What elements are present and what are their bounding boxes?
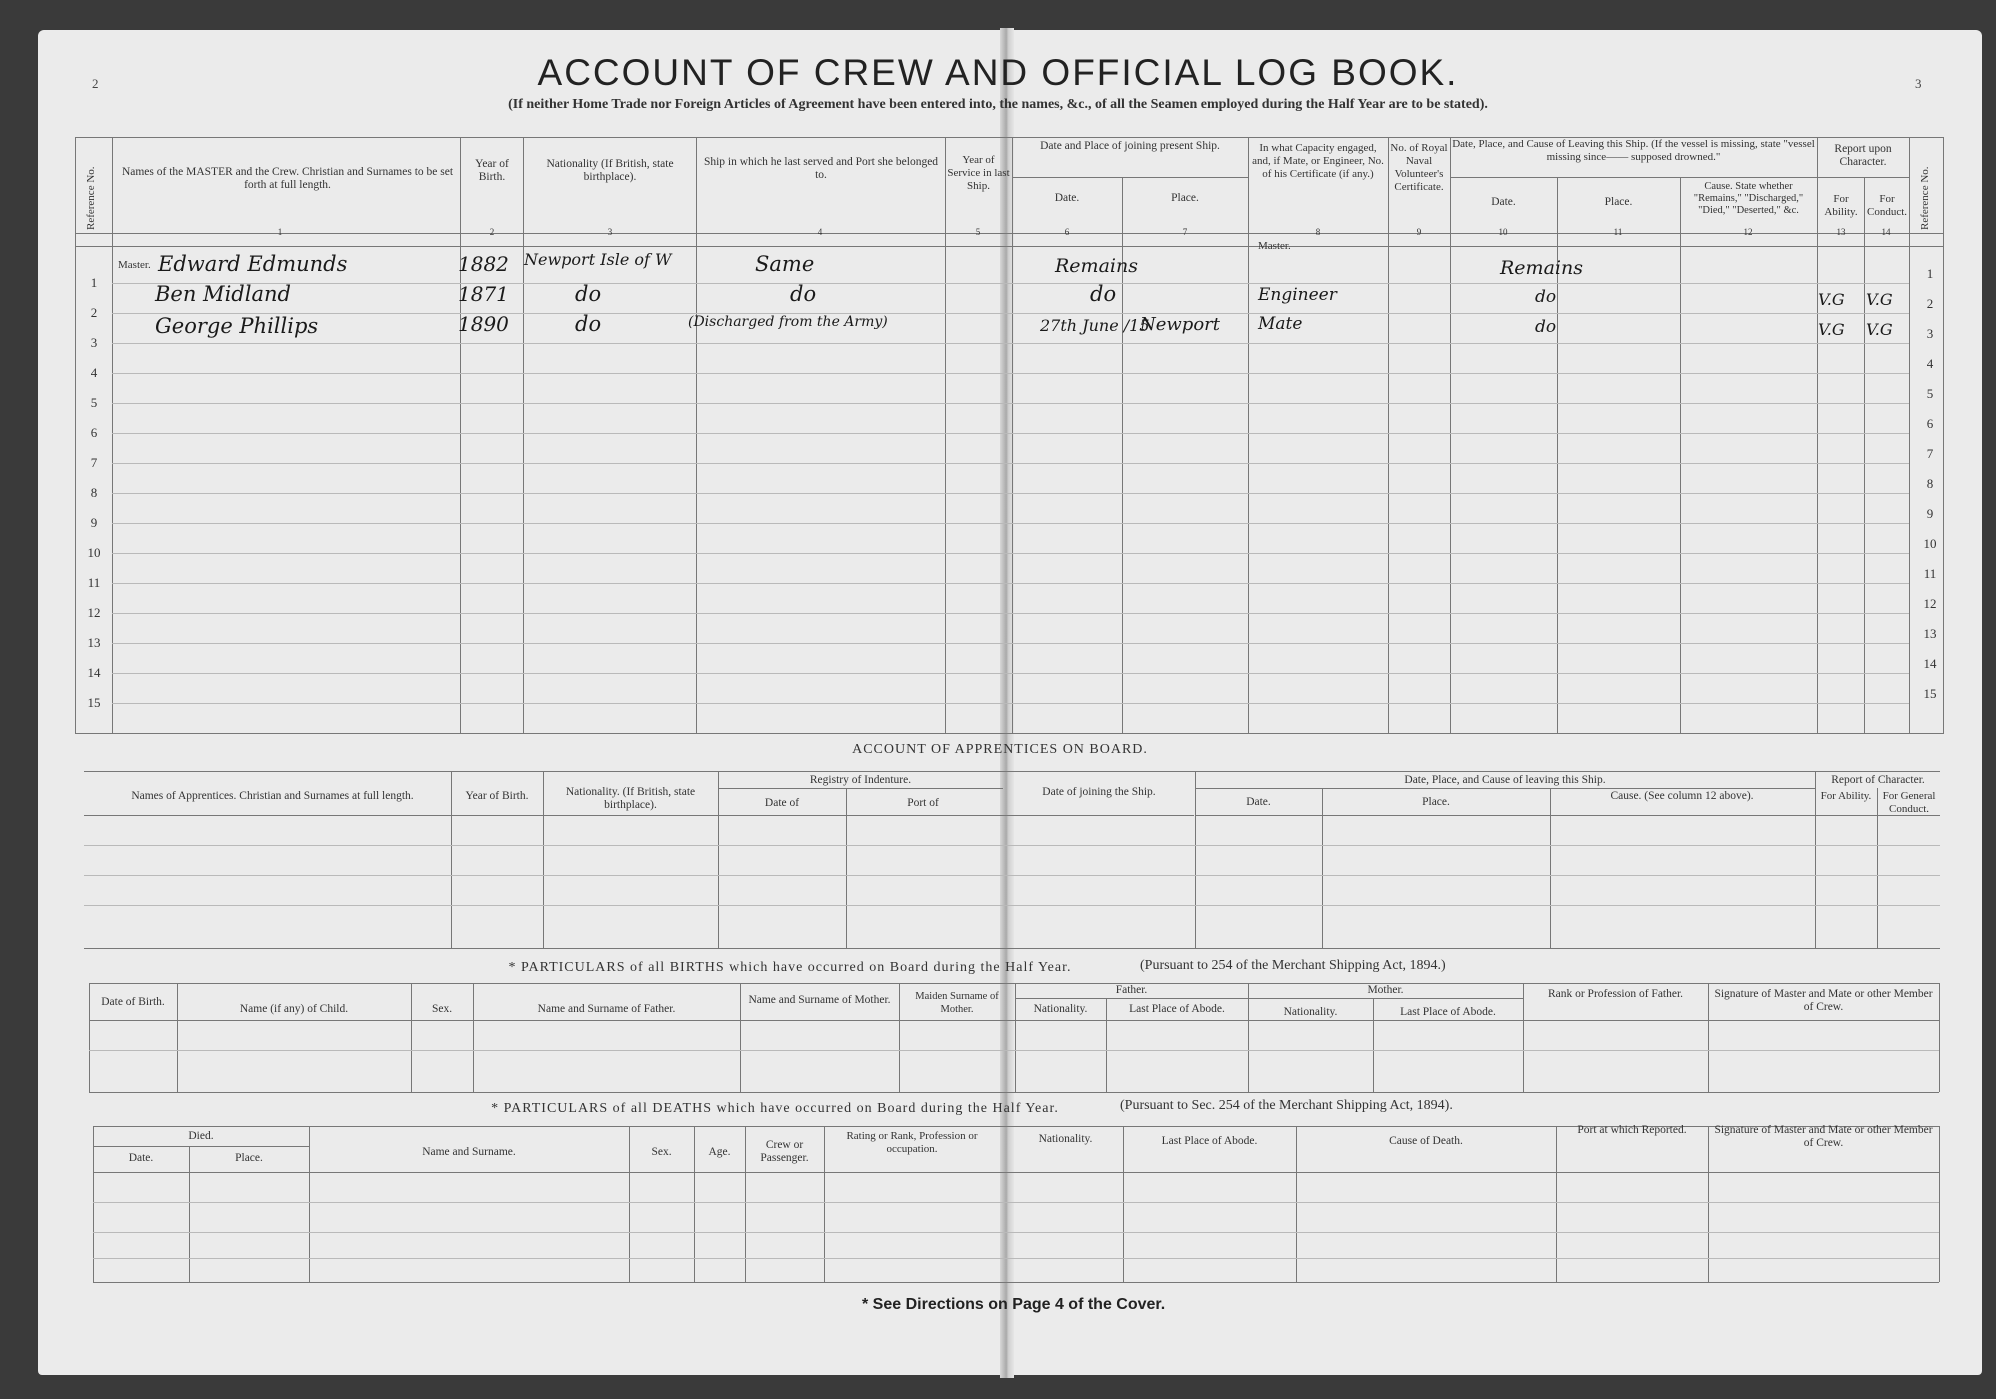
row-number-right: 7: [1926, 446, 1934, 461]
deaths-name-header: Name and Surname.: [422, 1146, 516, 1158]
col-number-1: 1: [277, 227, 283, 237]
master-capacity-label: Master.: [1258, 240, 1291, 252]
births-signature-header: Signature of Master and Mate or other Member of Crew.: [1714, 988, 1933, 1013]
row-number-right: 2: [1926, 296, 1934, 311]
header-ability: For Ability.: [1824, 193, 1858, 218]
crew-joined-date: do: [1090, 282, 1117, 306]
row-number-right: 11: [1923, 566, 1937, 581]
row-number-right: 14: [1923, 656, 1937, 671]
row-number-right: 4: [1926, 356, 1934, 371]
row-number-left: 3: [90, 335, 98, 350]
crew-nationality: do: [575, 282, 602, 306]
col-number-14: 14: [1881, 227, 1891, 237]
row-number-left: 15: [87, 695, 101, 710]
header-year-of-birth: Year of Birth.: [475, 158, 509, 183]
births-mother-abode-header: Last Place of Abode.: [1400, 1006, 1496, 1018]
col-number-11: 11: [1613, 227, 1623, 237]
row-number-left: 1: [90, 275, 98, 290]
deaths-date-header: Date.: [128, 1152, 154, 1164]
header-joining-place: Place.: [1171, 192, 1199, 204]
crew-year: 1890: [458, 312, 509, 336]
header-leaving: Date, Place, and Cause of Leaving this Ship. (If the vessel is missing, state "vessel missing since—— supposed drowned.": [1452, 138, 1815, 163]
col-number-7: 7: [1182, 227, 1188, 237]
page-subtitle: (If neither Home Trade nor Foreign Articles of Agreement have been entered into, the names, &c., of all the Seamen employed during the Half Year are to be stated).: [508, 97, 1488, 112]
apprentices-date-of-header: Date of: [764, 797, 800, 809]
row-number-left: 10: [87, 545, 101, 560]
apprentices-nationality-header: Nationality. (If British, state birthplace).: [565, 786, 696, 811]
col-number-2: 2: [489, 227, 495, 237]
apprentices-leaving-header: Date, Place, and Cause of leaving this Ship.: [1404, 774, 1606, 786]
deaths-signature-header: Signature of Master and Mate or other Member of Crew.: [1714, 1124, 1933, 1149]
row-number-right: 5: [1926, 386, 1934, 401]
row-number-left: 8: [90, 485, 98, 500]
header-last-ship: Ship in which he last served and Port she belonged to.: [703, 156, 939, 181]
row-number-left: 2: [90, 305, 98, 320]
row-number-right: 10: [1923, 536, 1937, 551]
births-act: (Pursuant to 254 of the Merchant Shipping Act, 1894.): [1140, 958, 1446, 973]
col-number-9: 9: [1416, 227, 1422, 237]
reference-no-label-right: Reference No.: [1919, 166, 1931, 230]
header-capacity: In what Capacity engaged, and, if Mate, or Engineer, No. of his Certificate (if any.): [1252, 142, 1384, 180]
crew-name: Edward Edmunds: [158, 252, 348, 276]
row-number-left: 6: [90, 425, 98, 440]
reference-no-label-left: Reference No.: [85, 166, 97, 230]
apprentices-report-header: Report of Character.: [1831, 774, 1925, 786]
crew-joined-place: Newport: [1140, 314, 1221, 335]
deaths-act: (Pursuant to Sec. 254 of the Merchant Shipping Act, 1894).: [1120, 1098, 1453, 1113]
crew-ability: V.G: [1818, 290, 1845, 309]
row-number-right: 1: [1926, 266, 1934, 281]
crew-last-ship: (Discharged from the Army): [688, 314, 888, 330]
apprentices-conduct-header: For General Conduct.: [1882, 790, 1936, 815]
master-label: Master.: [118, 259, 151, 271]
births-sex-header: Sex.: [431, 1003, 453, 1015]
deaths-age-header: Age.: [708, 1146, 731, 1158]
births-mother-name-header: Name and Surname of Mother.: [748, 994, 891, 1006]
row-number-right: 15: [1923, 686, 1937, 701]
page-title: ACCOUNT OF CREW AND OFFICIAL LOG BOOK.: [537, 52, 1459, 93]
row-number-right: 8: [1926, 476, 1934, 491]
row-number-left: 11: [87, 575, 101, 590]
deaths-died-header: Died.: [188, 1130, 214, 1142]
col-number-5: 5: [975, 227, 981, 237]
crew-last-ship: Same: [755, 252, 815, 276]
births-mother-header: Mother.: [1367, 984, 1404, 996]
crew-joined-date: 27th June /15: [1040, 316, 1150, 335]
col-number-13: 13: [1836, 227, 1846, 237]
apprentices-port-of-header: Port of: [907, 797, 939, 809]
crew-name: Ben Midland: [155, 282, 291, 306]
crew-leaving-date: do: [1535, 287, 1557, 307]
header-year-of-service: Year of Service in last Ship.: [947, 154, 1010, 192]
births-mother-nationality-header: Nationality.: [1283, 1006, 1338, 1018]
deaths-rating-header: Rating or Rank, Profession or occupation.: [846, 1130, 978, 1155]
col-number-10: 10: [1498, 227, 1508, 237]
row-number-left: 14: [87, 665, 101, 680]
deaths-sex-header: Sex.: [651, 1146, 672, 1158]
header-conduct: For Conduct.: [1866, 193, 1908, 218]
crew-ability: V.G: [1818, 320, 1845, 339]
row-number-left: 4: [90, 365, 98, 380]
apprentices-year-header: Year of Birth.: [465, 790, 529, 802]
deaths-crew-header: Crew or Passenger.: [760, 1139, 809, 1164]
births-rank-header: Rank or Profession of Father.: [1547, 988, 1684, 1000]
apprentices-names-header: Names of Apprentices. Christian and Surnames at full length.: [131, 790, 414, 802]
row-number-left: 12: [87, 605, 101, 620]
births-date-header: Date of Birth.: [101, 996, 165, 1008]
header-cause: Cause. State whether "Remains," "Discharged," "Died," "Deserted," &c.: [1693, 181, 1804, 216]
header-names: Names of the MASTER and the Crew. Christian and Surnames to be set forth at full length.: [121, 166, 454, 191]
births-title: * PARTICULARS of all BIRTHS which have occurred on Board during the Half Year.: [508, 960, 1072, 975]
crew-nationality: Newport Isle of W: [524, 250, 672, 269]
row-number-left: 7: [90, 455, 98, 470]
left-page-number: 2: [92, 76, 99, 91]
apprentices-title: ACCOUNT OF APPRENTICES ON BOARD.: [852, 742, 1148, 757]
row-number-right: 6: [1926, 416, 1934, 431]
header-leaving-place: Place.: [1604, 196, 1633, 208]
births-father-header: Father.: [1115, 984, 1148, 996]
row-number-right: 12: [1923, 596, 1937, 611]
crew-joined-date: Remains: [1055, 255, 1138, 277]
header-joining: Date and Place of joining present Ship.: [1040, 140, 1220, 152]
row-number-left: 13: [87, 635, 101, 650]
col-number-3: 3: [607, 227, 613, 237]
footer-note: * See Directions on Page 4 of the Cover.: [862, 1296, 1166, 1313]
crew-conduct: V.G: [1866, 320, 1893, 339]
births-father-abode-header: Last Place of Abode.: [1129, 1003, 1225, 1015]
col-number-6: 6: [1064, 227, 1070, 237]
deaths-title: * PARTICULARS of all DEATHS which have occurred on Board during the Half Year.: [491, 1101, 1059, 1116]
births-child-header: Name (if any) of Child.: [239, 1003, 349, 1015]
right-page-number: 3: [1915, 76, 1922, 91]
deaths-place-header: Place.: [235, 1152, 263, 1164]
apprentices-joining-header: Date of joining the Ship.: [1042, 786, 1156, 798]
births-maiden-header: Maiden Surname of Mother.: [915, 991, 999, 1015]
crew-last-ship: do: [790, 282, 817, 306]
crew-name: George Phillips: [155, 314, 319, 338]
crew-capacity: Engineer: [1258, 285, 1337, 305]
deaths-cause-header: Cause of Death.: [1389, 1135, 1463, 1147]
row-number-right: 13: [1923, 626, 1937, 641]
deaths-nationality-header: Nationality.: [1038, 1133, 1093, 1145]
crew-conduct: V.G: [1866, 290, 1893, 309]
row-number-right: 9: [1926, 506, 1934, 521]
row-number-left: 9: [90, 515, 98, 530]
header-nationality: Nationality (If British, state birthplace).: [546, 158, 674, 183]
header-rnv: No. of Royal Naval Volunteer's Certificate.: [1390, 142, 1448, 193]
apprentices-cause-header: Cause. (See column 12 above).: [1610, 790, 1754, 802]
header-joining-date: Date.: [1054, 192, 1080, 204]
crew-leaving-date: do: [1535, 317, 1557, 337]
row-number-right: 3: [1926, 326, 1934, 341]
crew-year: 1882: [458, 252, 509, 276]
col-number-12: 12: [1743, 227, 1753, 237]
births-father-name-header: Name and Surname of Father.: [537, 1003, 676, 1015]
header-leaving-date: Date.: [1491, 196, 1516, 208]
apprentices-date-header: Date.: [1246, 796, 1271, 808]
apprentices-place-header: Place.: [1422, 796, 1450, 808]
crew-leaving-date: Remains: [1500, 257, 1583, 279]
deaths-abode-header: Last Place of Abode.: [1161, 1135, 1258, 1147]
crew-capacity: Mate: [1258, 314, 1303, 334]
col-number-4: 4: [817, 227, 823, 237]
col-number-8: 8: [1315, 227, 1321, 237]
row-number-left: 5: [90, 395, 98, 410]
apprentices-ability-header: For Ability.: [1820, 790, 1872, 802]
apprentices-registry-header: Registry of Indenture.: [809, 774, 912, 786]
crew-nationality: do: [575, 312, 602, 336]
header-report: Report upon Character.: [1834, 143, 1892, 168]
births-father-nationality-header: Nationality.: [1033, 1003, 1088, 1015]
crew-year: 1871: [458, 282, 509, 306]
deaths-port-header: Port at which Reported.: [1577, 1124, 1687, 1136]
